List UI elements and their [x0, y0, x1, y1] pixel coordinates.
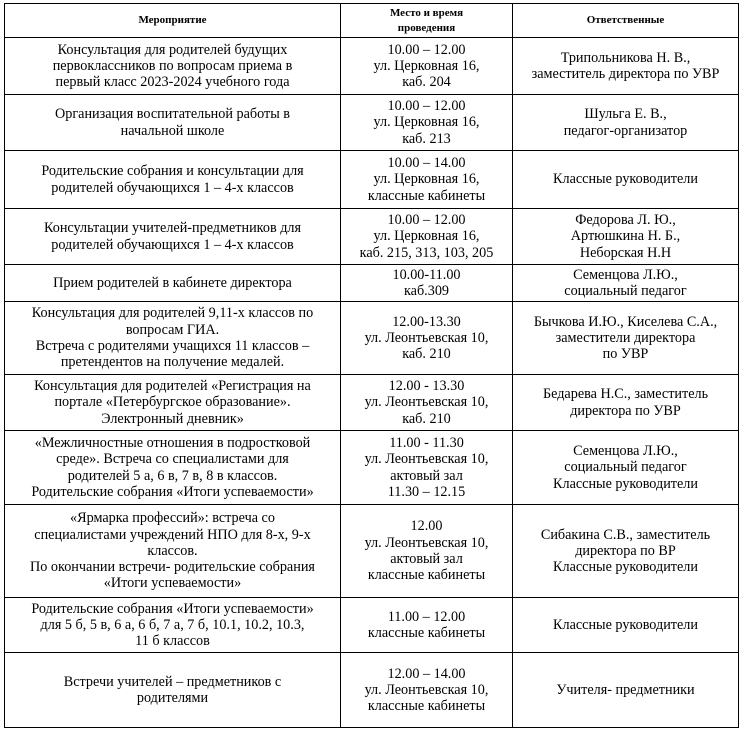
cell-line: классов. — [147, 542, 198, 559]
cell-line: Прием родителей в кабинете директора — [53, 274, 292, 291]
cell-line: по УВР — [602, 346, 649, 363]
responsible-cell — [513, 151, 739, 209]
cell-line: родителей обучающихся 1 – 4-х классов — [51, 236, 294, 253]
cell-line: Трипольникова Н. В., — [560, 49, 691, 66]
cell-line: Консультация для родителей 9,11-х классов по — [31, 305, 314, 322]
cell-line: Артюшкина Н. Б., — [570, 228, 681, 245]
cell-line: классные кабинеты — [367, 187, 486, 204]
cell-line: каб. 204 — [402, 74, 451, 91]
cell-line: Федорова Л. Ю., — [575, 212, 676, 229]
cell-line: Классные руководители — [553, 559, 698, 576]
cell-line: Семенцова Л.Ю., — [573, 266, 678, 283]
cell-line: родителей обучающихся 1 – 4-х классов — [51, 179, 294, 196]
cell-line: Встреча с родителями учащихся 11 классов – — [35, 338, 310, 354]
cell-line: 10.00 – 12.00 — [387, 212, 466, 229]
cell-line: претендентов на получение медалей. — [60, 354, 285, 371]
event-cell — [5, 302, 341, 375]
cell-line: Консультация для родителей будущих — [57, 41, 288, 58]
cell-line: родителями — [136, 690, 209, 706]
cell-line: Бедарева Н.С., заместитель — [542, 386, 709, 403]
table-row — [5, 95, 739, 151]
cell-line: заместитель директора по УВР — [531, 66, 720, 82]
cell-line: актовый зал — [390, 467, 463, 484]
cell-line: Родительские собрания «Итоги успеваемости» — [31, 483, 314, 500]
cell-line: Бычкова И.Ю., Киселева С.А., — [533, 313, 718, 330]
place-time-cell — [341, 431, 513, 505]
cell-line: Классные руководители — [553, 616, 698, 633]
cell-line: «Итоги успеваемости» — [103, 575, 242, 592]
header-place-time: Место и время проведения — [341, 4, 513, 38]
event-cell — [5, 265, 341, 302]
responsible-cell — [513, 209, 739, 265]
cell-line: каб. 215, 313, 103, 205 — [359, 244, 494, 261]
cell-line: Организация воспитательной работы в — [54, 106, 290, 123]
cell-line: социальный педагог — [564, 459, 687, 476]
cell-line: для 5 б, 5 в, 6 а, 6 б, 7 а, 7 б, 10.1, 10.2, 10.3, — [40, 616, 305, 633]
cell-line: педагог-организатор — [563, 122, 688, 139]
cell-line: каб. 210 — [402, 410, 451, 427]
cell-line: Электронный дневник» — [101, 410, 244, 427]
event-cell — [5, 95, 341, 151]
place-time-cell — [341, 653, 513, 728]
event-cell — [5, 431, 341, 505]
event-cell — [5, 38, 341, 95]
cell-line: 12.00-13.30 — [392, 313, 461, 330]
cell-line: 10.00 – 12.00 — [387, 41, 466, 58]
table-row — [5, 375, 739, 431]
event-cell — [5, 598, 341, 653]
place-time-cell — [341, 209, 513, 265]
cell-line: специалистами учреждений НПО для 8-х, 9-х — [34, 526, 311, 543]
cell-line: ул. Леонтьевская 10, — [364, 329, 489, 346]
responsible-cell — [513, 653, 739, 728]
cell-line: 10.00-11.00 — [392, 266, 461, 283]
cell-line: 12.00 – 14.00 — [387, 665, 466, 682]
cell-line: Учителя- предметники — [556, 681, 695, 698]
event-cell — [5, 653, 341, 728]
cell-line: социальный педагог — [564, 283, 687, 299]
cell-line: Классные руководители — [553, 171, 698, 188]
table-row — [5, 38, 739, 95]
header-event: Мероприятие — [5, 4, 341, 38]
header-row — [5, 4, 739, 38]
place-time-cell — [341, 598, 513, 653]
place-time-cell — [341, 505, 513, 598]
responsible-cell — [513, 95, 739, 151]
cell-line: директора по ВР — [575, 542, 676, 559]
cell-line: 11.30 – 12.15 — [387, 483, 466, 500]
cell-line: ул. Церковная 16, — [373, 114, 480, 131]
cell-line: ул. Церковная 16, — [373, 171, 480, 188]
cell-line: классные кабинеты — [367, 567, 486, 584]
cell-line: 12.00 - 13.30 — [388, 378, 465, 395]
cell-line: ул. Церковная 16, — [373, 228, 480, 245]
cell-line: Консультации учителей-предметников для — [43, 220, 302, 237]
cell-line: Родительские собрания «Итоги успеваемости» — [31, 600, 314, 617]
cell-line: первоклассников по вопросам приема в — [52, 57, 293, 74]
cell-line: Неборская Н.Н — [579, 244, 672, 261]
cell-line: 12.00 — [410, 518, 443, 535]
table-row — [5, 653, 739, 728]
events-table — [4, 3, 739, 728]
cell-line: ул. Церковная 16, — [373, 57, 480, 74]
cell-line: начальной школе — [120, 122, 225, 139]
table-row — [5, 209, 739, 265]
event-cell — [5, 151, 341, 209]
cell-line: директора по УВР — [570, 402, 681, 419]
cell-line: 11.00 - 11.30 — [389, 434, 464, 451]
place-time-cell — [341, 151, 513, 209]
event-cell — [5, 375, 341, 431]
responsible-cell — [513, 505, 739, 598]
cell-line: Встречи учителей – предметников с — [63, 673, 282, 690]
responsible-cell — [513, 375, 739, 431]
cell-line: первый класс 2023-2024 учебного года — [55, 74, 290, 91]
cell-line: «Межличностные отношения в подростковой — [34, 434, 311, 451]
place-time-cell — [341, 38, 513, 95]
cell-line: вопросам ГИА. — [125, 321, 220, 338]
table-row — [5, 151, 739, 209]
cell-line: ул. Леонтьевская 10, — [364, 451, 489, 468]
cell-line: 11 б классов — [135, 633, 210, 650]
cell-line: родителей 5 а, 6 в, 7 в, 8 в классов. — [67, 467, 278, 484]
cell-line: Родительские собрания и консультации для — [41, 163, 304, 180]
table-row — [5, 302, 739, 375]
cell-line: портале «Петербургское образование». — [54, 394, 291, 411]
responsible-cell — [513, 265, 739, 302]
cell-line: Консультация для родителей «Регистрация на — [34, 378, 311, 395]
cell-line: 10.00 – 14.00 — [387, 155, 466, 172]
responsible-cell — [513, 302, 739, 375]
cell-line: Сибакина С.В., заместитель — [540, 526, 711, 543]
cell-line: 11.00 – 12.00 — [387, 608, 466, 625]
cell-line: каб.309 — [403, 283, 450, 299]
cell-line: 10.00 – 12.00 — [387, 98, 466, 115]
cell-line: По окончании встречи- родительские собрания — [30, 559, 315, 576]
table-row — [5, 431, 739, 505]
cell-line: «Ярмарка профессий»: встреча со — [70, 510, 275, 527]
cell-line: Классные руководители — [553, 475, 698, 492]
responsible-cell — [513, 38, 739, 95]
cell-line: Шульга Е. В., — [584, 106, 667, 123]
place-time-cell — [341, 265, 513, 302]
cell-line: ул. Леонтьевская 10, — [364, 394, 489, 411]
place-time-cell — [341, 95, 513, 151]
cell-line: Семенцова Л.Ю., — [573, 443, 678, 460]
responsible-cell — [513, 598, 739, 653]
cell-line: каб. 210 — [402, 346, 451, 363]
cell-line: ул. Леонтьевская 10, — [364, 681, 489, 698]
responsible-cell — [513, 431, 739, 505]
cell-line: каб. 213 — [402, 130, 451, 147]
cell-line: классные кабинеты — [367, 698, 486, 715]
table-row — [5, 265, 739, 302]
cell-line: заместители директора — [555, 329, 696, 346]
header-responsible: Ответственные — [513, 4, 739, 38]
place-time-cell — [341, 375, 513, 431]
cell-line: классные кабинеты — [367, 625, 486, 641]
event-cell — [5, 505, 341, 598]
table-row — [5, 598, 739, 653]
table-row — [5, 505, 739, 598]
event-cell — [5, 209, 341, 265]
place-time-cell — [341, 302, 513, 375]
cell-line: среде». Встреча со специалистами для — [56, 451, 289, 468]
cell-line: ул. Леонтьевская 10, — [364, 534, 489, 551]
cell-line: актовый зал — [390, 551, 463, 567]
